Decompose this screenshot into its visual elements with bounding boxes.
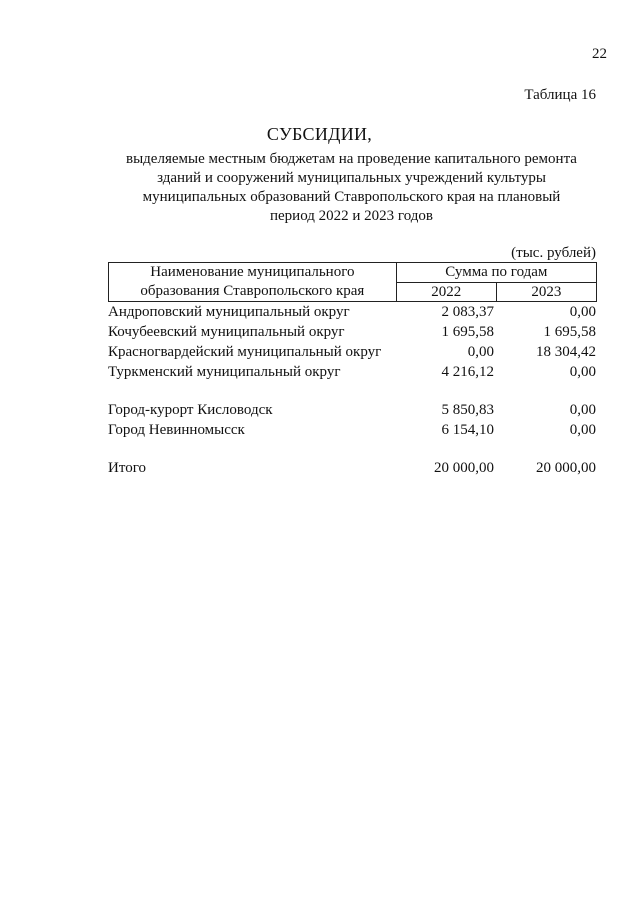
row-value-2023: 0,00 [569,364,596,380]
table-row [108,342,597,362]
row-value-2023: 18 304,42 [536,344,596,360]
row-value-2023: 0,00 [569,402,596,418]
header-name-cell [109,263,397,302]
total-value-2022: 20 000,00 [434,460,494,476]
row-name: Кочубеевский муниципальный округ [108,324,345,340]
subtitle-line: выделяемые местным бюджетам на проведение капитального ремонта [126,151,577,167]
row-value-2023: 1 695,58 [543,324,596,340]
header-sum-cell: Сумма по годам [396,263,596,283]
row-name: Красногвардейский муниципальный округ [108,344,382,360]
row-value-2022: 1 695,58 [441,324,494,340]
table-body [108,302,597,478]
row-value-2022: 4 216,12 [441,364,494,380]
table-row [108,420,597,440]
table-number: Таблица 16 [524,87,596,103]
page-number: 22 [592,46,607,62]
row-value-2022: 2 083,37 [441,304,494,320]
row-value-2022: 5 850,83 [441,402,494,418]
row-value-2023: 0,00 [569,422,596,438]
table-row [108,322,597,342]
document-subtitle [110,150,593,226]
units-label: (тыс. рублей) [511,245,596,261]
table-row [108,302,597,322]
header-name-line: Наименование муниципального [150,264,355,280]
total-label: Итого [108,460,146,476]
table-header [108,262,597,302]
row-name: Город-курорт Кисловодск [108,402,273,418]
header-year-2022: 2022 [396,283,496,302]
row-name: Андроповский муниципальный округ [108,304,350,320]
total-row [108,458,597,478]
row-value-2023: 0,00 [569,304,596,320]
row-value-2022: 0,00 [467,344,494,360]
row-name: Город Невинномысск [108,422,245,438]
table-row [108,400,597,420]
subtitle-line: период 2022 и 2023 годов [269,208,433,224]
subtitle-line: зданий и сооружений муниципальных учреждений культуры [157,170,546,186]
total-value-2023: 20 000,00 [536,460,596,476]
row-value-2022: 6 154,10 [441,422,494,438]
document-title: СУБСИДИИ, [266,124,373,144]
header-year-2023: 2023 [496,283,596,302]
header-name-line: образования Ставропольского края [140,283,365,299]
table-row [108,362,597,382]
subtitle-line: муниципальных образований Ставропольского края на плановый [142,189,561,205]
row-name: Туркменский муниципальный округ [108,364,341,380]
